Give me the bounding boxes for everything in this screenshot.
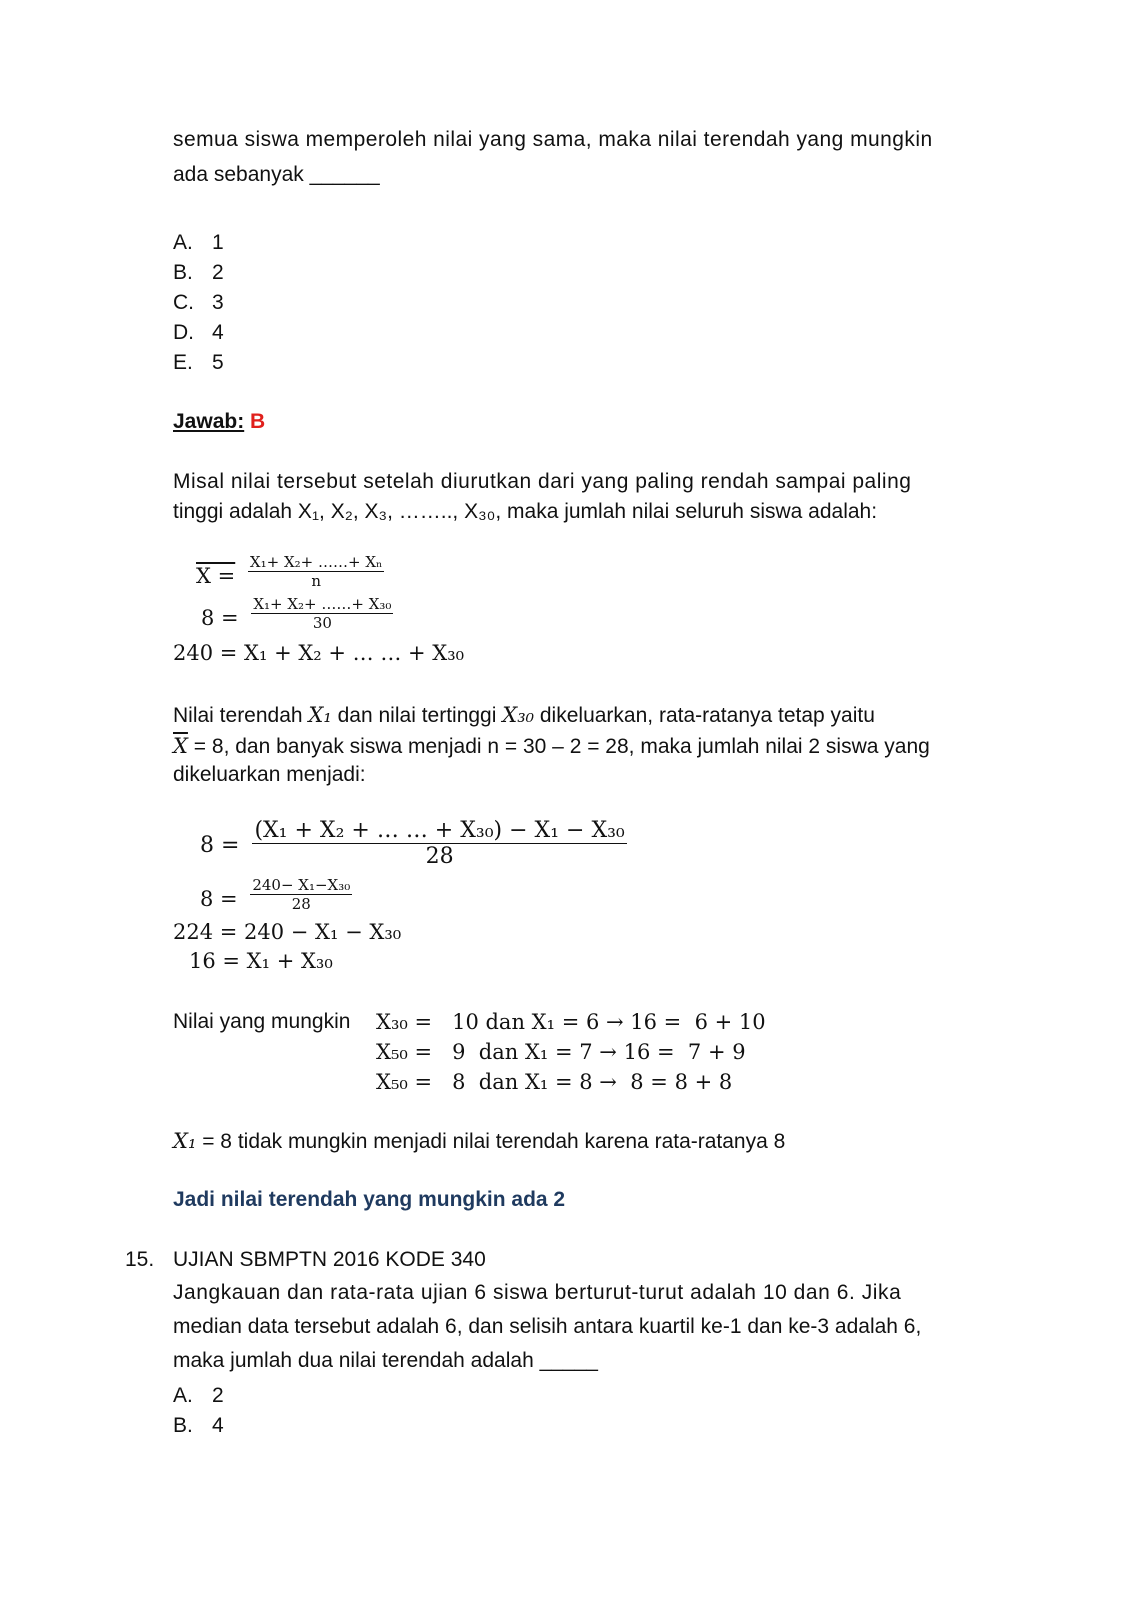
question-intro-line-2: ada sebanyak ______	[173, 163, 380, 186]
answer-label: Jawab:	[173, 410, 245, 433]
option-letter: C.	[173, 291, 194, 314]
option-value: 2	[212, 261, 224, 284]
text: Nilai terendah	[173, 704, 309, 727]
possible-values-label: Nilai yang mungkin	[173, 1010, 351, 1033]
math-xbar: $\overline{X}$	[173, 734, 188, 758]
possible-value-row: X₅₀ = 8 dan X₁ = 8 → 8 = 8 + 8	[376, 1070, 733, 1094]
explanation-line-1: Misal nilai tersebut setelah diurutkan dari yang paling rendah sampai paling	[173, 470, 912, 493]
option-value: 1	[212, 231, 224, 254]
equation-16: 16 = X₁ + X₃₀	[189, 949, 333, 973]
eq-denominator: 28	[425, 844, 454, 869]
eq-denominator: 28	[291, 895, 311, 913]
conclusion: Jadi nilai terendah yang mungkin ada 2	[173, 1188, 566, 1211]
option-letter: E.	[173, 351, 193, 374]
possible-value-row: X₅₀ = 9 dan X₁ = 7 → 16 = 7 + 9	[376, 1040, 746, 1064]
explanation-line-2: tinggi adalah X₁, X₂, X₃, …….., X₃₀, maka jumlah nilai seluruh siswa adalah:	[173, 500, 878, 523]
eq-numerator: X₁+ X₂+ ……+ X₃₀	[253, 595, 392, 613]
eq-lhs: 8 =	[200, 887, 238, 911]
question-line-2: median data tersebut adalah 6, dan selisih antara kuartil ke-1 dan ke-3 adalah 6,	[173, 1315, 922, 1338]
possible-value-row: X₃₀ = 10 dan X₁ = 6 → 16 = 6 + 10	[376, 1010, 766, 1034]
eq-numerator: (X₁ + X₂ + … … + X₃₀) − X₁ − X₃₀	[254, 818, 625, 843]
equation-mean-30	[201, 595, 393, 632]
option-value: 3	[212, 291, 224, 314]
option-letter: B.	[173, 261, 193, 284]
option-value: 4	[212, 321, 224, 344]
eq-denominator: n	[311, 572, 322, 590]
option-letter: A.	[173, 231, 193, 254]
text: dikeluarkan, rata-ratanya tetap yaitu	[534, 704, 875, 727]
eq-lhs: 8 =	[200, 832, 240, 858]
question-line-1: Jangkauan dan rata-rata ujian 6 siswa berturut-turut adalah 10 dan 6. Jika	[173, 1281, 902, 1304]
eq-numerator: X₁+ X₂+ ……+ Xₙ	[249, 553, 383, 571]
eq-numerator: 240− X₁−X₃₀	[252, 876, 351, 894]
question-intro-line-1: semua siswa memperoleh nilai yang sama, maka nilai terendah yang mungkin	[173, 128, 933, 151]
equation-224: 224 = 240 − X₁ − X₃₀	[173, 920, 402, 944]
question-number: 15.	[125, 1248, 155, 1271]
eq-lhs: X =	[196, 564, 236, 588]
answer-line	[173, 407, 265, 437]
equation-removed	[200, 818, 627, 869]
note-line	[173, 1126, 785, 1157]
option-letter: B.	[173, 1414, 193, 1437]
text: = 8 tidak mungkin menjadi nilai terendah karena rata-ratanya 8	[196, 1130, 786, 1153]
eq-denominator: 30	[312, 614, 332, 632]
explanation-para-2-line-3: dikeluarkan menjadi:	[173, 763, 366, 786]
equation-removed-240	[200, 876, 352, 913]
math-x1: X₁	[308, 703, 332, 727]
math-x30: X₃₀	[502, 703, 535, 727]
option-value: 5	[212, 351, 224, 374]
option-letter: A.	[173, 1384, 193, 1407]
equation-mean	[196, 553, 384, 590]
equation-sum: 240 = X₁ + X₂ + … … + X₃₀	[173, 641, 465, 665]
option-letter: D.	[173, 321, 194, 344]
question-line-3: maka jumlah dua nilai terendah adalah _____	[173, 1349, 598, 1372]
eq-lhs: 8 =	[201, 606, 239, 630]
option-value: 4	[212, 1414, 224, 1437]
explanation-para-2-line-1	[173, 700, 978, 731]
math-x1: X₁	[173, 1129, 197, 1153]
explanation-para-2-line-2	[173, 731, 930, 762]
question-title: UJIAN SBMPTN 2016 KODE 340	[173, 1248, 486, 1271]
text: = 8, dan banyak siswa menjadi n = 30 – 2 = 28, maka jumlah nilai 2 siswa yang	[187, 735, 930, 758]
answer-value: B	[250, 410, 266, 433]
text: dan nilai tertinggi	[331, 704, 503, 727]
option-value: 2	[212, 1384, 224, 1407]
